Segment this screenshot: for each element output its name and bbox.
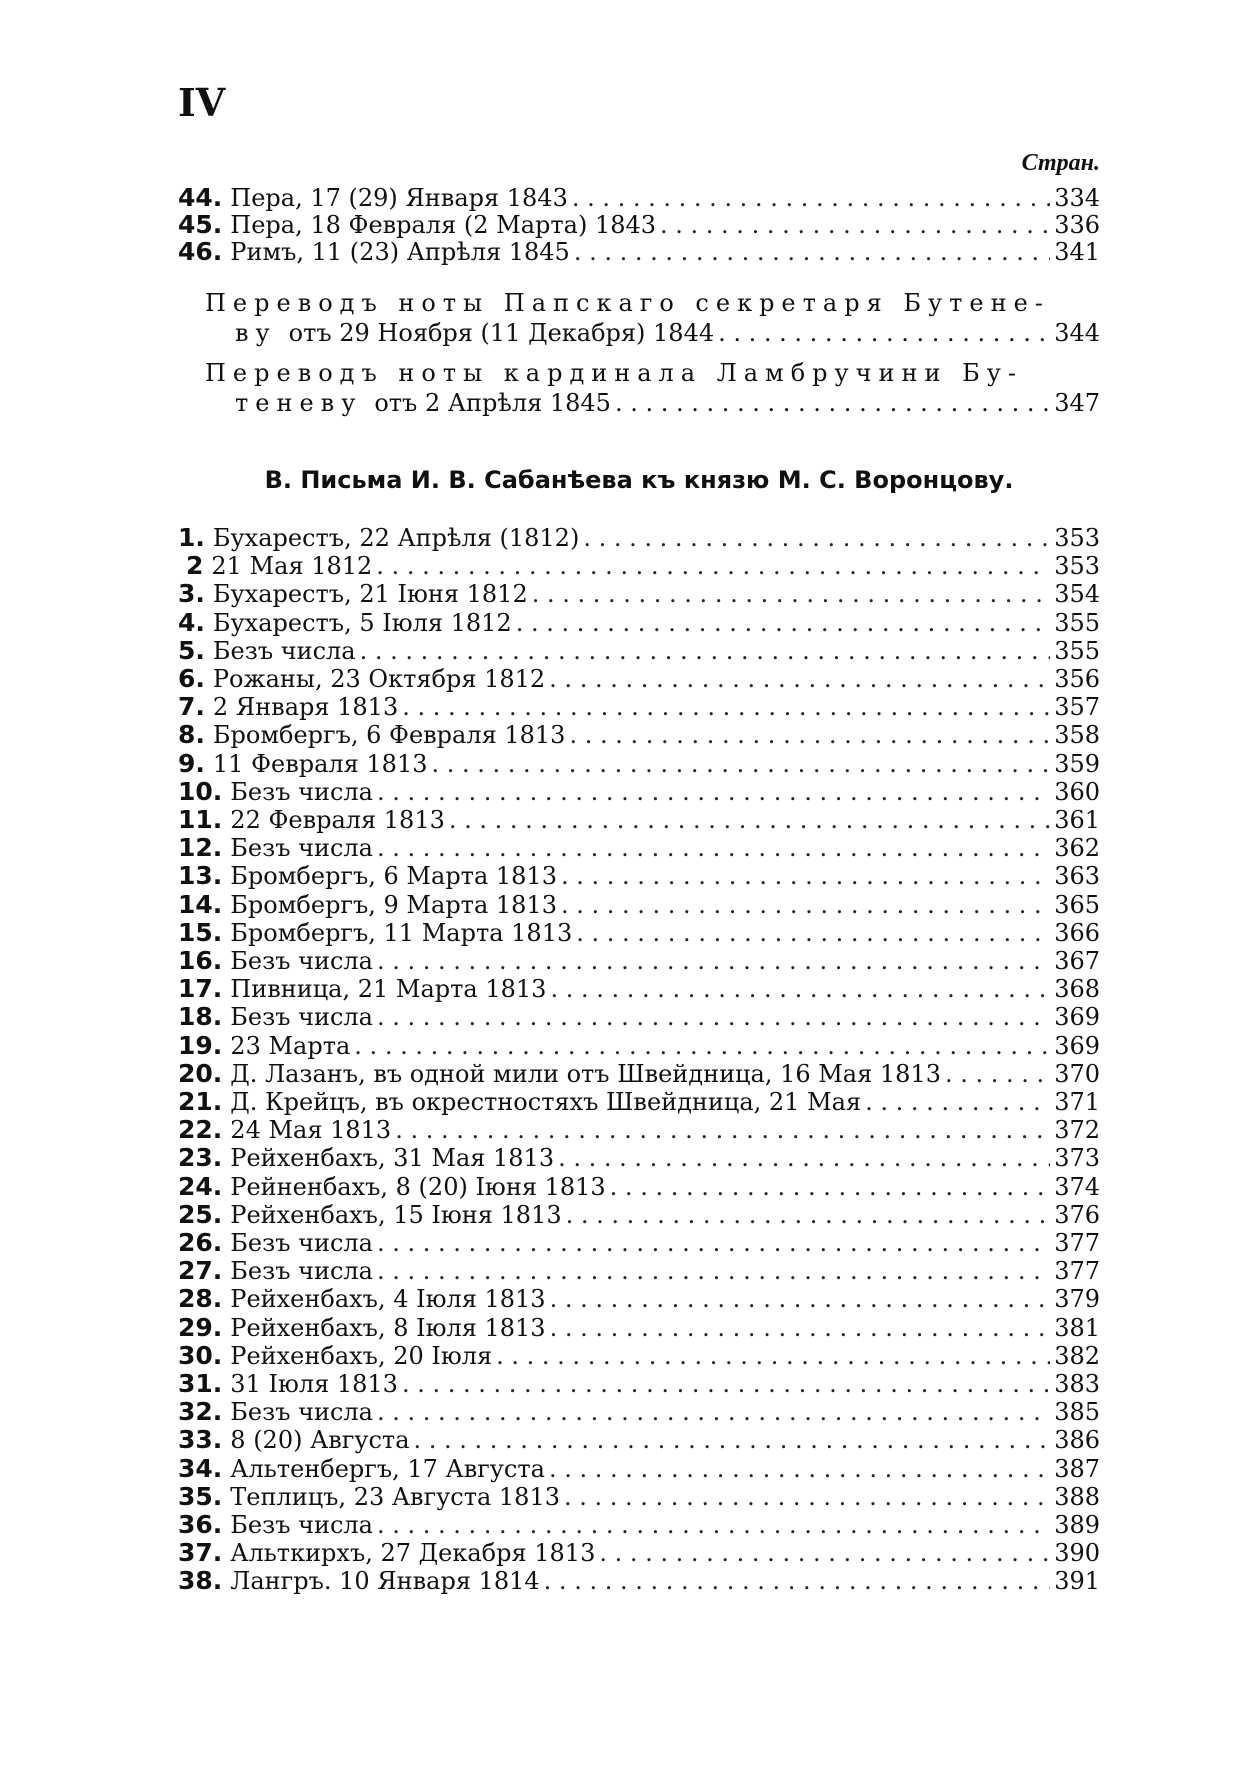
entry-page-number: 356 — [1054, 665, 1100, 693]
toc-entry — [178, 834, 1100, 862]
entry-number: 11. — [178, 805, 223, 834]
entry-title: Безъ числа — [230, 947, 373, 975]
dot-leader — [583, 524, 1050, 552]
entry-title: Безъ числа — [230, 834, 373, 863]
page-column-header: Стран. — [1021, 150, 1100, 176]
entry-page-number: 367 — [1054, 947, 1100, 975]
toc-entry — [178, 552, 1100, 580]
dot-leader — [377, 778, 1050, 806]
dot-leader — [377, 1511, 1050, 1539]
dot-leader — [865, 1088, 1050, 1116]
dot-leader — [516, 609, 1051, 637]
entry-page-number: 382 — [1054, 1341, 1100, 1370]
dot-leader — [550, 1314, 1051, 1342]
entry-number: 17. — [178, 974, 223, 1004]
toc-entry — [178, 1257, 1100, 1285]
entry-page-number: 355 — [1054, 636, 1100, 665]
note-text: отъ 29 Ноября (11 Декабря) 1844 — [288, 319, 715, 347]
dot-leader — [377, 834, 1050, 862]
entry-number: 22. — [178, 1115, 223, 1145]
entry-number: 25. — [178, 1199, 223, 1229]
entry-number: 19. — [178, 1030, 223, 1060]
toc-entry — [178, 1426, 1100, 1454]
entry-page-number: 363 — [1054, 862, 1100, 891]
entry-title: Бромбергъ, 6 Февраля 1813 — [212, 721, 566, 750]
entry-number: 38. — [178, 1566, 223, 1596]
toc-entry — [178, 238, 1100, 266]
dot-leader — [377, 1257, 1050, 1285]
toc-entry — [178, 609, 1100, 637]
entry-number: 13. — [178, 861, 223, 891]
toc-entry — [178, 1398, 1100, 1426]
note-spaced-text: ву — [235, 319, 277, 347]
toc-entry — [178, 524, 1100, 552]
entry-page-number: 368 — [1054, 975, 1100, 1004]
dot-leader — [558, 1144, 1050, 1172]
entry-page-number: 377 — [1054, 1229, 1100, 1257]
entry-title: 2 Января 1813 — [212, 693, 399, 722]
entry-page-number: 353 — [1054, 524, 1100, 552]
entry-page-number: 390 — [1054, 1539, 1100, 1568]
entry-page-number: 388 — [1054, 1482, 1100, 1511]
entry-number: 33. — [178, 1425, 223, 1455]
entry-title: Рейхенбахъ, 31 Мая 1813 — [230, 1144, 555, 1173]
toc-entry — [178, 1088, 1100, 1116]
dot-leader — [945, 1060, 1050, 1088]
entry-page-number: 387 — [1054, 1454, 1100, 1483]
entry-title: Пера, 17 (29) Января 1843 — [230, 184, 568, 212]
entry-title: Рейхенбахъ, 8 Іюля 1813 — [230, 1313, 546, 1342]
entry-page-number: 369 — [1054, 1003, 1100, 1032]
entry-number: 20. — [178, 1058, 223, 1088]
entry-page-number: 365 — [1054, 890, 1100, 919]
toc-entry — [178, 1539, 1100, 1567]
toc-entry — [178, 1455, 1100, 1483]
entry-page-number: 370 — [1054, 1059, 1100, 1088]
entry-number: 3. — [178, 579, 205, 609]
entry-page-number: 357 — [1054, 693, 1100, 722]
dot-leader — [402, 1370, 1050, 1398]
dot-leader — [572, 184, 1050, 212]
entry-number: 14. — [178, 889, 223, 919]
entry-number: 23. — [178, 1143, 223, 1173]
entry-title: Рейненбахъ, 8 (20) Іюня 1813 — [230, 1172, 606, 1201]
toc-entry — [178, 1314, 1100, 1342]
dot-leader — [599, 1539, 1050, 1567]
toc-entry — [178, 1285, 1100, 1313]
entry-number: 30. — [178, 1340, 223, 1370]
entry-page-number: 386 — [1054, 1426, 1100, 1455]
dot-leader — [610, 1173, 1051, 1201]
entry-page-number: 372 — [1054, 1116, 1100, 1145]
entry-page-number: 366 — [1054, 918, 1100, 947]
toc-entry — [178, 665, 1100, 693]
entry-page-number: 336 — [1054, 211, 1100, 239]
entry-number: 45. — [178, 210, 223, 239]
dot-leader — [550, 975, 1050, 1003]
entry-number: 9. — [178, 748, 205, 778]
entry-title: Альткирхъ, 27 Декабря 1813 — [230, 1539, 596, 1568]
entry-page-number: 334 — [1054, 184, 1100, 212]
entry-number: 1. — [178, 523, 205, 552]
entry-page-number: 371 — [1054, 1088, 1100, 1116]
entry-number: 32. — [178, 1397, 223, 1427]
entry-title: Римъ, 11 (23) Апрѣля 1845 — [230, 238, 570, 266]
toc-entry — [178, 693, 1100, 721]
dot-leader — [561, 862, 1050, 890]
entry-number: 37. — [178, 1538, 223, 1568]
dot-leader — [377, 1398, 1050, 1426]
toc-entry — [178, 580, 1100, 608]
entry-number: 46. — [178, 237, 223, 266]
toc-entry — [178, 211, 1100, 239]
dot-leader — [360, 637, 1051, 665]
entry-number: 18. — [178, 1002, 223, 1032]
dot-leader — [532, 580, 1050, 608]
entry-title: Рейхенбахъ, 4 Іюля 1813 — [230, 1285, 546, 1314]
entry-title: Бромбергъ, 6 Марта 1813 — [230, 862, 557, 891]
toc-entry — [178, 1229, 1100, 1257]
toc-entry — [178, 1342, 1100, 1370]
entry-page-number: 376 — [1054, 1200, 1100, 1229]
entry-title: Безъ числа — [212, 636, 356, 665]
entry-title: Бухарестъ, 21 Іюня 1812 — [212, 580, 528, 609]
note-page-number: 344 — [1054, 319, 1100, 347]
toc-entry — [178, 862, 1100, 890]
toc-entry — [178, 184, 1100, 212]
entry-page-number: 359 — [1054, 749, 1100, 778]
entry-page-number: 389 — [1054, 1511, 1100, 1539]
entry-title: 23 Марта — [230, 1031, 351, 1060]
note-spaced-text: теневу — [235, 389, 363, 417]
toc-entry — [178, 975, 1100, 1003]
toc-entry — [178, 1060, 1100, 1088]
entry-number: 2 — [185, 551, 204, 581]
toc-entry — [178, 1370, 1100, 1398]
dot-leader — [377, 1003, 1050, 1031]
toc-entry — [178, 1511, 1100, 1539]
entry-title: Рейхенбахъ, 15 Іюня 1813 — [230, 1200, 562, 1229]
entry-title: Д. Лазанъ, въ одной мили отъ Швейдница, 16 Мая 1813 — [230, 1059, 941, 1088]
entry-title: Бухарестъ, 22 Апрѣля (1812) — [212, 524, 580, 552]
entry-title: Лангръ. 10 Января 1814 — [230, 1567, 540, 1596]
toc-entry — [178, 947, 1100, 975]
dot-leader — [354, 1032, 1050, 1060]
entry-page-number: 358 — [1054, 721, 1100, 750]
note-line: Переводъ ноты Папскаго секретаря Бутене- — [205, 289, 1050, 317]
toc-entry — [178, 1003, 1100, 1031]
dot-leader — [561, 891, 1050, 919]
entry-number: 31. — [178, 1369, 223, 1398]
entry-title: Бромбергъ, 9 Марта 1813 — [230, 890, 557, 919]
toc-entry — [178, 1116, 1100, 1144]
entry-number: 27. — [178, 1256, 223, 1286]
toc-entry — [178, 637, 1100, 665]
dot-leader — [376, 552, 1050, 580]
entry-title: Безъ числа — [230, 777, 373, 806]
entry-number: 24. — [178, 1171, 223, 1201]
entry-number: 10. — [178, 776, 223, 806]
toc-entry — [178, 1483, 1100, 1511]
entry-number: 29. — [178, 1312, 223, 1342]
dot-leader — [660, 211, 1050, 239]
entry-number: 12. — [178, 833, 223, 863]
entry-number: 36. — [178, 1510, 223, 1539]
dot-leader — [402, 693, 1050, 721]
entry-page-number: 354 — [1054, 580, 1100, 609]
entry-title: Безъ числа — [230, 1229, 373, 1257]
toc-entry — [178, 1032, 1100, 1060]
entry-page-number: 385 — [1054, 1398, 1100, 1427]
entry-title: Рейхенбахъ, 20 Іюля — [230, 1341, 493, 1370]
entry-number: 4. — [178, 607, 205, 637]
dot-leader — [431, 750, 1050, 778]
entry-number: 8. — [178, 720, 205, 750]
entry-page-number: 383 — [1054, 1370, 1100, 1398]
entry-title: Д. Крейцъ, въ окрестностяхъ Швейдница, 21 Мая — [230, 1088, 862, 1116]
note-line — [205, 318, 1100, 348]
dot-leader — [395, 1116, 1050, 1144]
dot-leader — [550, 1285, 1051, 1313]
dot-leader — [414, 1426, 1051, 1454]
toc-entry — [178, 750, 1100, 778]
entry-page-number: 379 — [1054, 1285, 1100, 1314]
toc-entry — [178, 778, 1100, 806]
entry-page-number: 374 — [1054, 1172, 1100, 1201]
dot-leader — [574, 238, 1050, 266]
toc-entry — [178, 1201, 1100, 1229]
dot-leader — [615, 388, 1050, 418]
entry-title: 24 Мая 1813 — [230, 1116, 392, 1145]
dot-leader — [549, 665, 1050, 693]
entry-number: 5. — [178, 635, 205, 665]
toc-entry — [178, 1144, 1100, 1172]
dot-leader — [549, 1455, 1050, 1483]
dot-leader — [496, 1342, 1050, 1370]
entry-title: Безъ числа — [230, 1257, 373, 1286]
entry-title: Бромбергъ, 11 Марта 1813 — [230, 918, 573, 947]
entry-number: 7. — [178, 692, 205, 722]
entry-page-number: 391 — [1054, 1567, 1100, 1596]
dot-leader — [576, 919, 1050, 947]
dot-leader — [544, 1567, 1051, 1595]
toc-entry — [178, 806, 1100, 834]
entry-title: Альтенбергъ, 17 Августа — [230, 1454, 545, 1483]
entry-page-number: 381 — [1054, 1313, 1100, 1342]
entry-number: 26. — [178, 1228, 223, 1257]
entry-number: 16. — [178, 946, 223, 975]
dot-leader — [377, 1229, 1050, 1257]
toc-entry — [178, 891, 1100, 919]
toc-entry — [178, 919, 1100, 947]
entry-page-number: 341 — [1054, 238, 1100, 266]
entry-page-number: 360 — [1054, 777, 1100, 806]
toc-entry — [178, 1567, 1100, 1595]
entry-title: 22 Февраля 1813 — [230, 806, 445, 834]
entry-title: Теплицъ, 23 Августа 1813 — [230, 1482, 560, 1511]
note-line: Переводъ ноты кардинала Ламбручини Бу- — [205, 359, 1024, 387]
entry-number: 34. — [178, 1453, 223, 1483]
entry-title: 11 Февраля 1813 — [212, 749, 428, 778]
section-title: B. Письма И. В. Сабанѣева къ князю М. С. Воронцову. — [264, 466, 1014, 494]
entry-page-number: 373 — [1054, 1144, 1100, 1173]
note-text: отъ 2 Апрѣля 1845 — [374, 389, 611, 417]
dot-leader — [564, 1483, 1050, 1511]
entry-page-number: 377 — [1054, 1257, 1100, 1286]
dot-leader — [718, 318, 1050, 348]
entry-page-number: 353 — [1054, 552, 1100, 581]
entry-title: Пера, 18 Февраля (2 Марта) 1843 — [230, 211, 657, 239]
entry-page-number: 362 — [1054, 834, 1100, 863]
entry-title: 21 Мая 1812 — [211, 552, 373, 581]
entry-page-number: 355 — [1054, 608, 1100, 637]
entry-number: 44. — [178, 183, 223, 212]
entry-title: Безъ числа — [230, 1003, 373, 1032]
entry-page-number: 369 — [1054, 1031, 1100, 1060]
note-page-number: 347 — [1054, 389, 1100, 417]
dot-leader — [377, 947, 1050, 975]
toc-note — [205, 358, 1100, 418]
entry-title: 8 (20) Августа — [230, 1426, 410, 1455]
entry-page-number: 361 — [1054, 806, 1100, 834]
dot-leader — [449, 806, 1050, 834]
toc-entry — [178, 1173, 1100, 1201]
toc-note — [205, 288, 1100, 348]
entry-title: 31 Іюля 1813 — [230, 1370, 398, 1398]
entry-title: Рожаны, 23 Октября 1812 — [212, 665, 546, 693]
entry-title: Бухарестъ, 5 Іюля 1812 — [212, 608, 512, 637]
entry-title: Безъ числа — [230, 1398, 373, 1427]
entry-number: 21. — [178, 1087, 223, 1116]
entry-number: 28. — [178, 1284, 223, 1314]
toc-entry — [178, 721, 1100, 749]
page-number: IV — [178, 80, 226, 125]
note-line — [205, 388, 1100, 418]
entry-number: 35. — [178, 1481, 223, 1511]
entry-title: Пивница, 21 Марта 1813 — [230, 975, 547, 1004]
entry-number: 6. — [178, 664, 205, 693]
dot-leader — [566, 1201, 1051, 1229]
dot-leader — [569, 721, 1050, 749]
entry-title: Безъ числа — [230, 1511, 373, 1539]
entry-number: 15. — [178, 917, 223, 947]
